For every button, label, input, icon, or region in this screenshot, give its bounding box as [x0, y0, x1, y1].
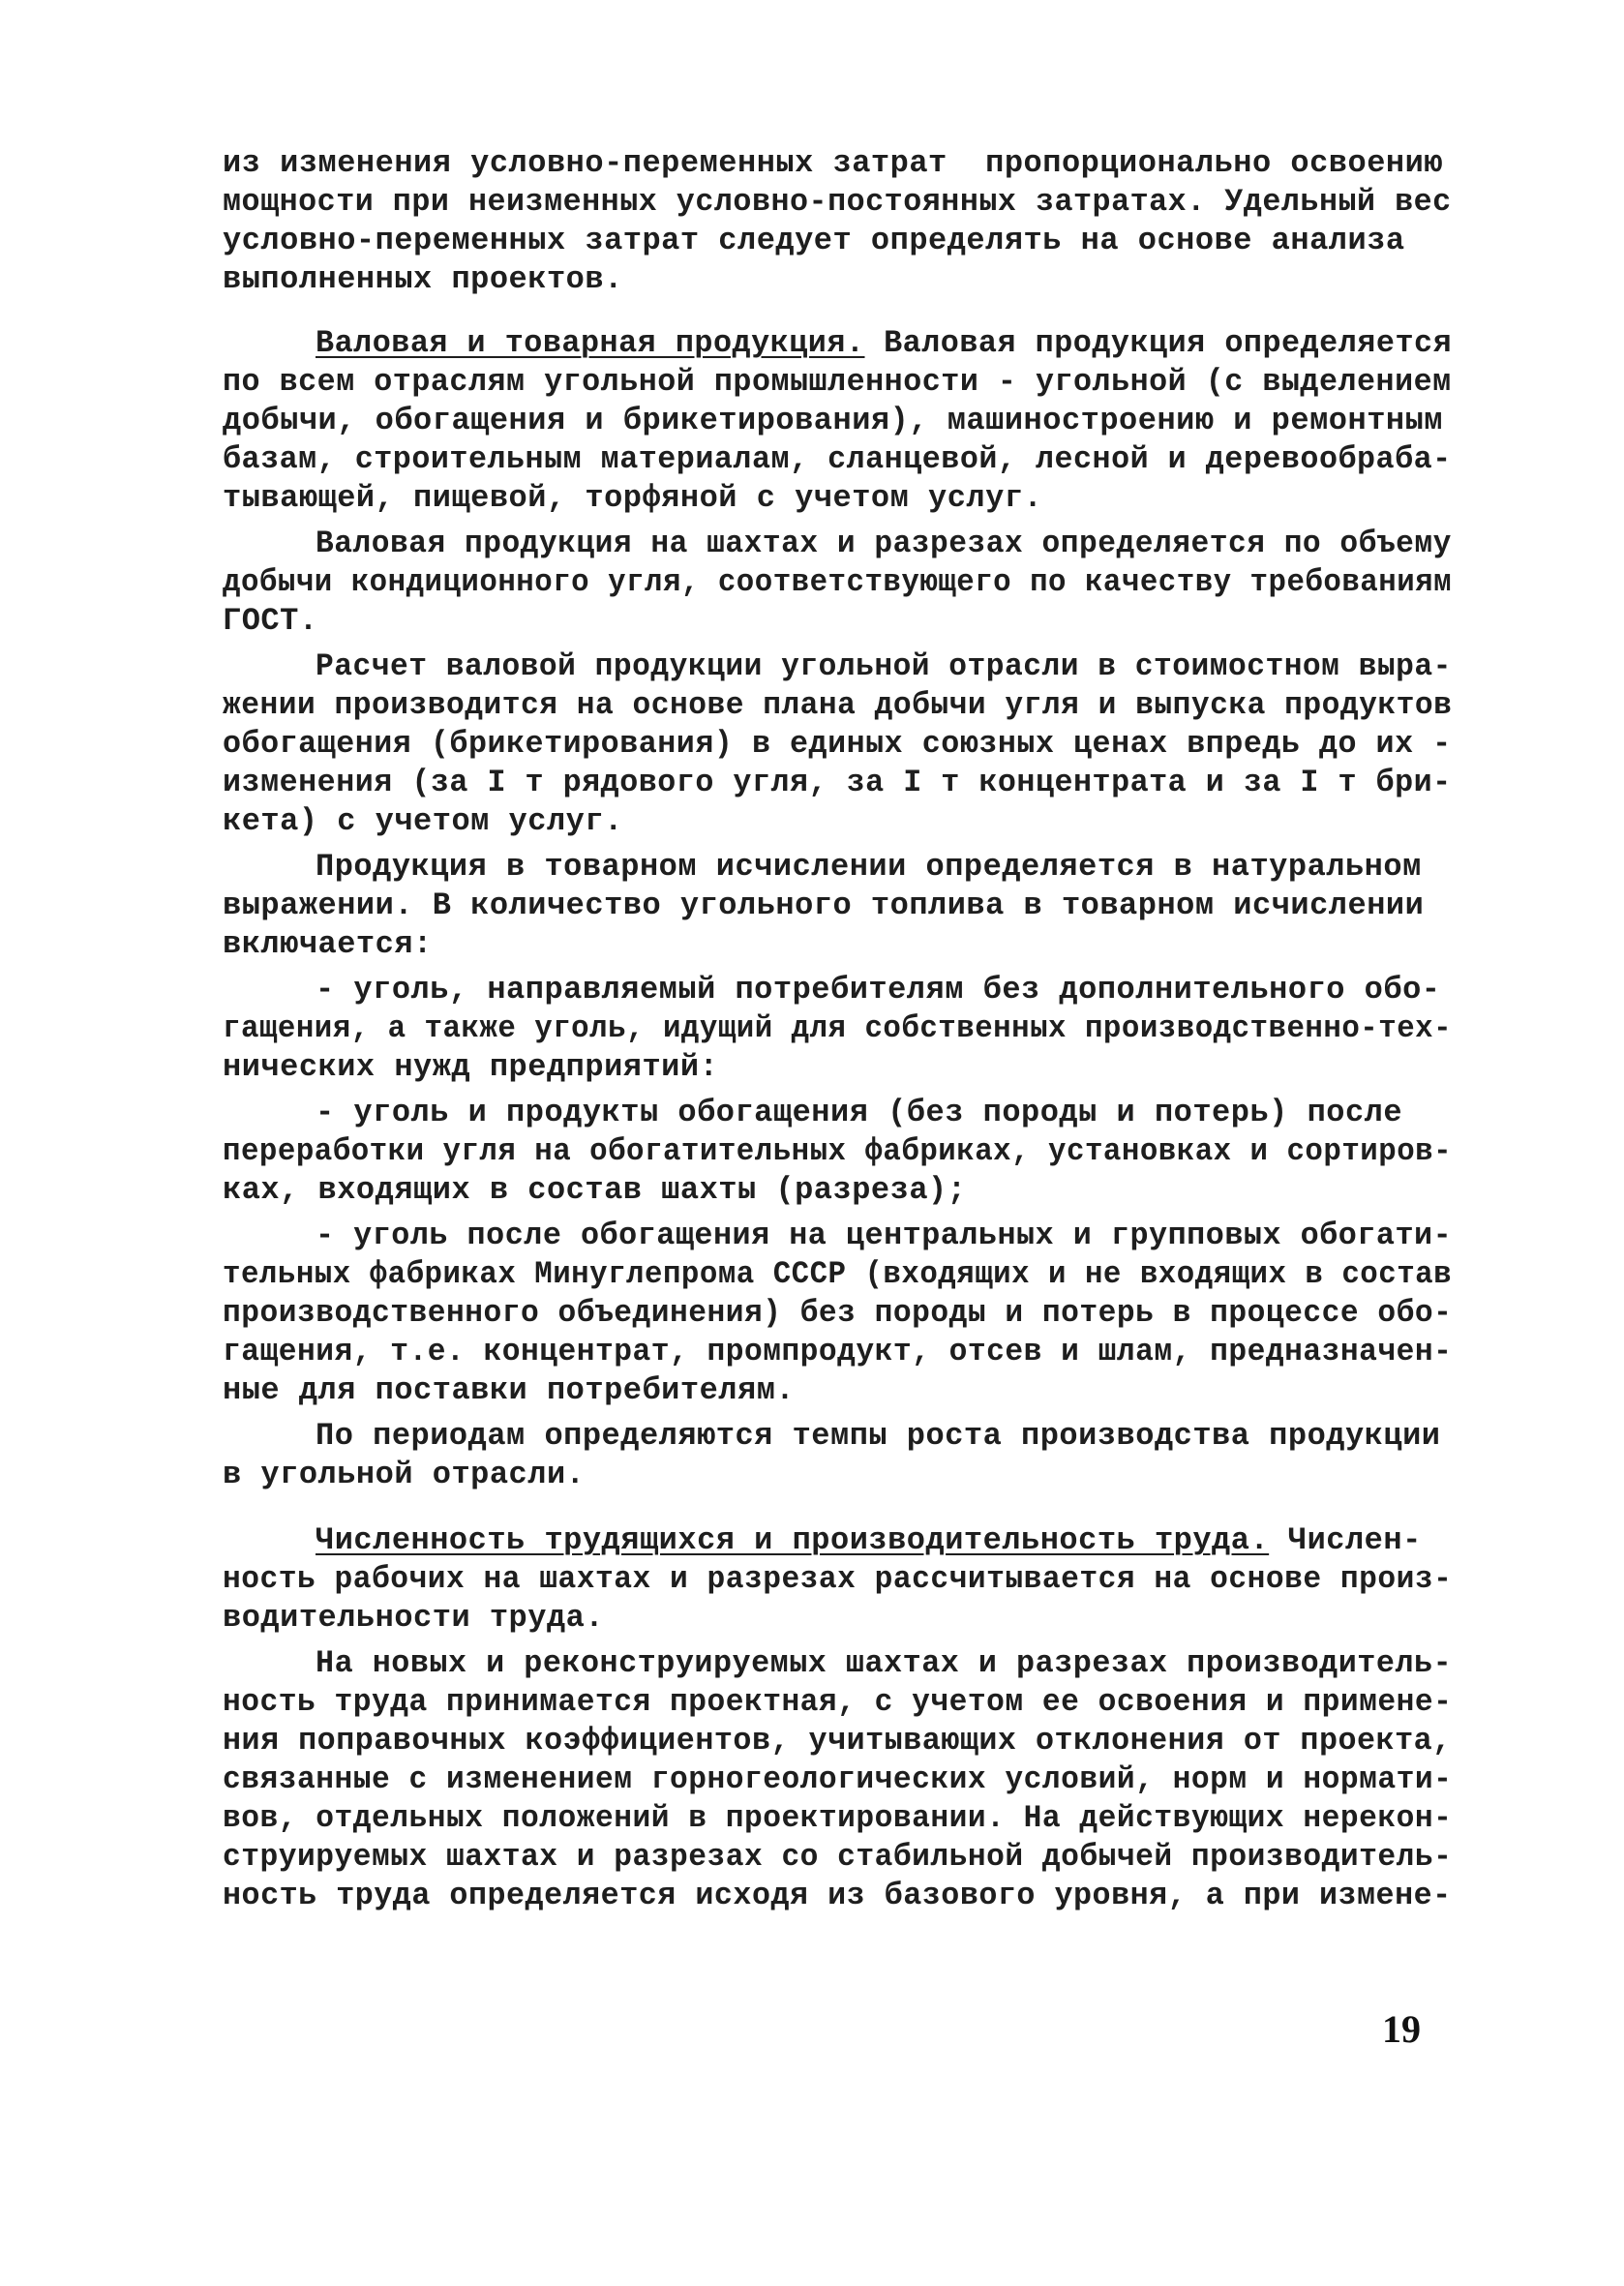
text-line: вов, отдельных положений в проектировании. На действующих нерекон-: [223, 1800, 1453, 1836]
text-line: условно-переменных затрат следует определять на основе анализа: [223, 223, 1405, 258]
text-line: По периодам определяются темпы роста производства продукции: [316, 1418, 1441, 1454]
text-line: изменения (за I т рядового угля, за I т концентрата и за I т бри-: [223, 765, 1452, 800]
text-line: жении производится на основе плана добычи угля и выпуска продуктов: [223, 687, 1453, 723]
text-line: Расчет валовой продукции угольной отрасли в стоимостном выра-: [316, 648, 1452, 684]
text-line: в угольной отрасли.: [223, 1457, 586, 1492]
text-line: Валовая продукция на шахтах и разрезах определяется по объему: [316, 526, 1452, 561]
text-fragment: Валовая продукция определяется: [864, 325, 1453, 361]
text-line: включается:: [223, 926, 433, 962]
section-heading-gross-and-commodity-output: Валовая и товарная продукция.: [316, 325, 865, 361]
text-line: мощности при неизменных условно-постоянных затратах. Удельный вес: [223, 184, 1452, 220]
list-item-line: - уголь и продукты обогащения (без породы и потерь) после: [316, 1095, 1403, 1130]
text-line: ность труда определяется исходя из базового уровня, а при измене-: [223, 1878, 1452, 1913]
text-line: ния поправочных коэффициентов, учитывающих отклонения от проекта,: [223, 1723, 1452, 1759]
text-line: На новых и реконструируемых шахтах и разрезах производитель-: [316, 1645, 1453, 1681]
text-line: добычи, обогащения и брикетирования), машиностроению и ремонтным: [223, 403, 1443, 438]
text-line: кета) с учетом услуг.: [223, 803, 623, 839]
text-line: выражении. В количество угольного топлива в товарном исчислении: [223, 887, 1425, 923]
text-line: ность рабочих на шахтах и разрезах рассчитывается на основе произ-: [223, 1561, 1453, 1597]
text-line: тельных фабриках Минуглепрома СССР (входящих и не входящих в состав: [223, 1256, 1453, 1292]
text-line: тывающей, пищевой, торфяной с учетом услуг.: [223, 480, 1043, 516]
list-item-line: - уголь, направляемый потребителям без дополнительного обо-: [316, 972, 1441, 1008]
text-line: переработки угля на обогатительных фабриках, установках и сортиров-: [223, 1133, 1453, 1169]
text-line: производственного объединения) без породы и потерь в процессе обо-: [223, 1295, 1453, 1331]
text-line: добычи кондиционного угля, соответствующего по качеству требованиям: [223, 564, 1453, 600]
section-heading-line: [316, 1519, 1422, 1562]
text-fragment: Числен-: [1269, 1522, 1422, 1558]
text-line: по всем отраслям угольной промышленности - угольной (с выделением: [223, 364, 1452, 400]
list-item-line: - уголь после обогащения на центральных и групповых обогати-: [316, 1218, 1453, 1253]
text-line: гащения, а также уголь, идущий для собственных производственно-тех-: [223, 1010, 1453, 1046]
text-line: струируемых шахтах и разрезах со стабильной добычей производитель-: [223, 1839, 1453, 1875]
text-line: выполненных проектов.: [223, 261, 623, 297]
text-line: ность труда принимается проектная, с учетом ее освоения и примене-: [223, 1684, 1453, 1720]
text-line: связанные с изменением горногеологических условий, норм и нормати-: [223, 1761, 1453, 1797]
text-line: из изменения условно-переменных затрат пропорционально освоению: [223, 145, 1443, 181]
text-line: ках, входящих в состав шахты (разреза);: [223, 1172, 967, 1208]
section-heading-line: [316, 322, 1452, 365]
text-line: ГОСТ.: [223, 603, 318, 639]
section-heading-workforce-and-productivity: Численность трудящихся и производительность труда.: [316, 1522, 1270, 1558]
text-line: водительности труда.: [223, 1600, 605, 1636]
text-line: нических нужд предприятий:: [223, 1049, 719, 1085]
text-line: базам, строительным материалам, сланцевой, лесной и деревообраба-: [223, 441, 1452, 477]
text-line: гащения, т.е. концентрат, промпродукт, отсев и шлам, предназначен-: [223, 1334, 1453, 1369]
text-line: ные для поставки потребителям.: [223, 1372, 796, 1408]
text-line: Продукция в товарном исчислении определяется в натуральном: [316, 849, 1422, 885]
text-line: обогащения (брикетирования) в единых союзных ценах впредь до их -: [223, 726, 1452, 762]
page-number: 19: [1382, 2007, 1421, 2051]
